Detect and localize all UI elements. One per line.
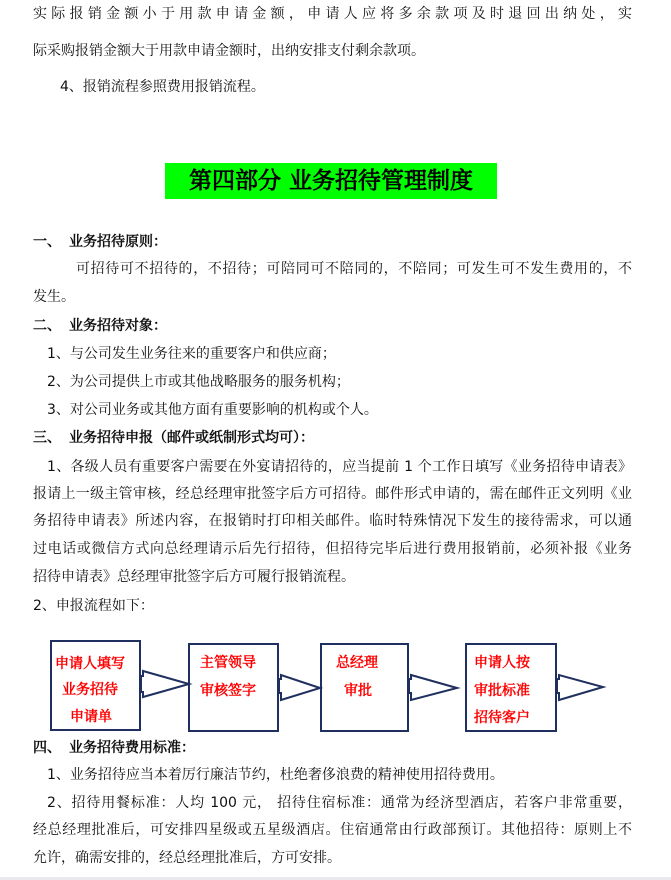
flow-step-1-line: 申请单 xyxy=(70,709,112,725)
section4-heading xyxy=(33,739,195,757)
section4-item-2-line: 经总经理批准后，可安排四星级或五星级酒店。住宿通常由行政部预订。其他招待：原则上不 xyxy=(33,822,632,838)
section1-num: 一、 xyxy=(33,234,61,250)
section2-item: 3、对公司业务或其他方面有重要影响的机构或个人。 xyxy=(47,402,378,418)
section4-item-1: 1、业务招待应当本着厉行廉洁节约，杜绝奢侈浪费的精神使用招待费用。 xyxy=(47,767,504,783)
intro-line-1: 实际报销金额小于用款申请金额，申请人应将多余款项及时退回出纳处，实 xyxy=(33,6,632,22)
flow-step-1-line: 业务招待 xyxy=(62,682,118,698)
flow-arrow-icon xyxy=(409,675,457,700)
section3-para-line: 1、各级人员有重要客户需要在外宴请招待的，应当提前 1 个工作日填写《业务招待申请表》 xyxy=(47,459,632,475)
flow-label: 2、申报流程如下： xyxy=(33,598,154,614)
section4-num: 四、 xyxy=(33,740,61,756)
flow-step-4-line: 审批标准 xyxy=(474,683,530,699)
section3-para-line: 报请上一级主管审核，经总经理审批签字后方可招待。邮件形式申请的，需在邮件正文列明《业 xyxy=(33,486,632,502)
section2-title: 业务招待对象： xyxy=(69,318,167,334)
flow-arrow-icon xyxy=(279,675,320,700)
flow-step-4-line: 申请人按 xyxy=(474,655,530,671)
section3-num: 三、 xyxy=(33,430,61,446)
flow-step-4-line: 招待客户 xyxy=(474,710,530,726)
section2-item: 1、与公司发生业务往来的重要客户和供应商； xyxy=(47,346,336,362)
section1-title: 业务招待原则： xyxy=(69,234,167,250)
section2-num: 二、 xyxy=(33,318,61,334)
flow-arrow-icon xyxy=(557,675,603,700)
flow-step-3-line: 审批 xyxy=(344,683,372,699)
section4-item-2-line: 允许，确需安排的，经总经理批准后，方可安排。 xyxy=(33,850,341,866)
section3-para-line: 招待申请表》总经理审批签字后方可履行报销流程。 xyxy=(33,569,355,585)
section4-title: 业务招待费用标准： xyxy=(69,740,195,756)
flow-step-3-line: 总经理 xyxy=(336,655,378,671)
section1-line-1: 可招待可不招待的，不招待；可陪同可不陪同的，不陪同；可发生可不发生费用的，不 xyxy=(76,261,632,277)
section1-line-2: 发生。 xyxy=(33,289,75,305)
section-title: 第四部分 业务招待管理制度 xyxy=(165,163,497,199)
flow-step-1-line: 申请人填写 xyxy=(55,656,125,672)
section3-title: 业务招待申报（邮件或纸制形式均可）： xyxy=(69,430,314,446)
section2-item: 2、为公司提供上市或其他战略服务的服务机构； xyxy=(47,374,350,390)
flow-arrow-icon xyxy=(141,671,189,697)
section3-para-line: 过电话或微信方式向总经理请示后先行招待，但招待完毕后进行费用报销前，必须补报《业务 xyxy=(33,541,632,557)
intro-line-3: 4、报销流程参照费用报销流程。 xyxy=(60,79,265,95)
flow-step-2-line: 审核签字 xyxy=(200,683,256,699)
section4-item-2-line: 2、招待用餐标准：人均 100 元， 招待住宿标准：通常为经济型酒店，若客户非常重要， xyxy=(47,795,632,811)
flow-step-2-line: 主管领导 xyxy=(200,655,256,671)
intro-line-2: 际采购报销金额大于用款申请金额时，出纳安排支付剩余款项。 xyxy=(33,43,425,59)
section3-para-line: 务招待申请表》所述内容，在报销时打印相关邮件。临时特殊情况下发生的接待需求，可以通 xyxy=(33,513,632,529)
